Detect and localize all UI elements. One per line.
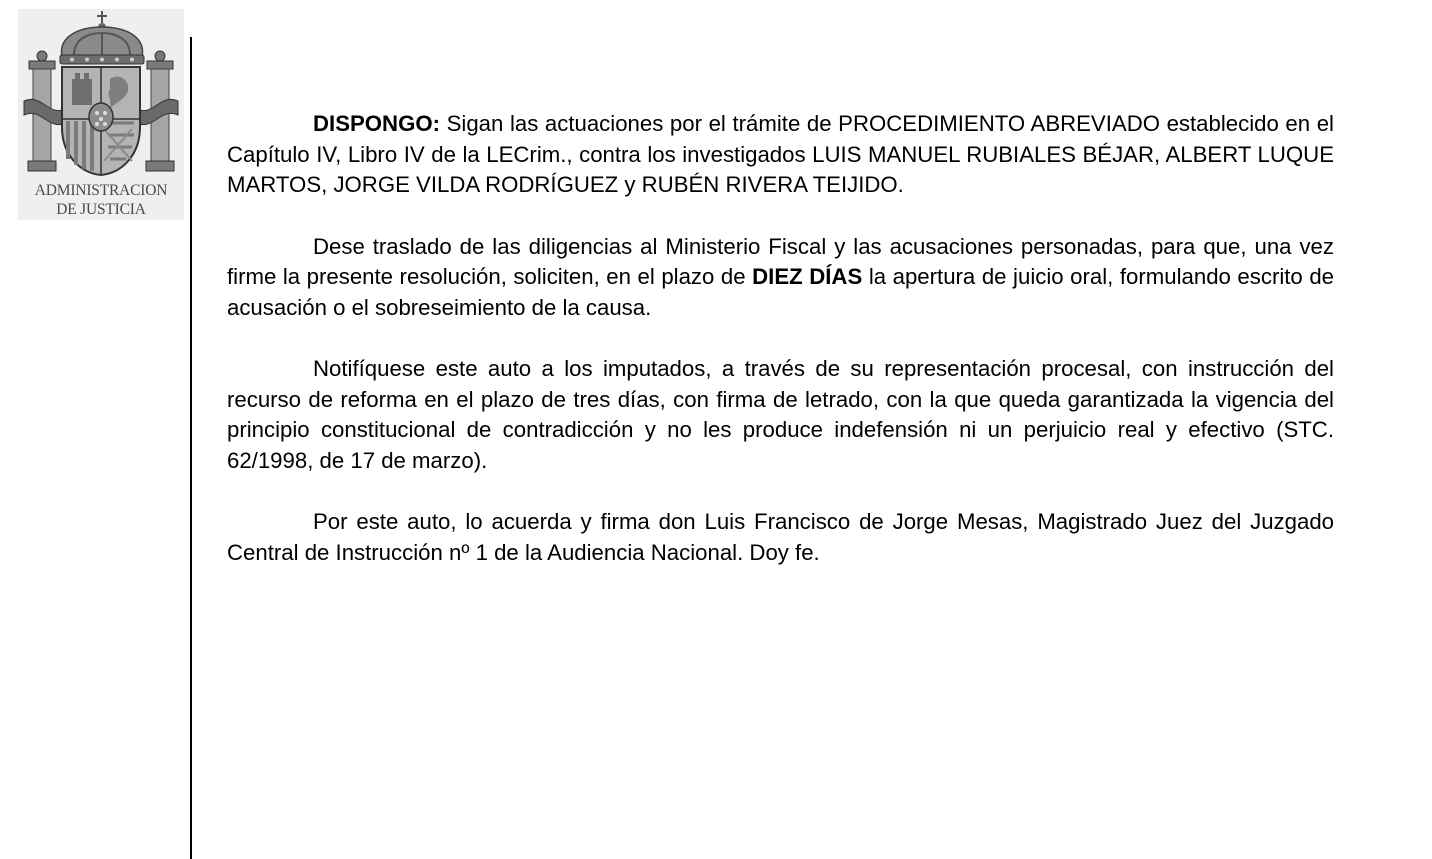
document-body bbox=[227, 109, 1334, 599]
traslado-text-after: la apertura de juicio oral, formulando escrito de acusación o el sobreseimiento de la causa. bbox=[227, 264, 1334, 320]
traslado-text-before: Dese traslado de las diligencias al Ministerio Fiscal y las acusaciones personadas, para que, una vez firme la presente resolución, soliciten, en el plazo de bbox=[227, 233, 1334, 289]
dispongo-heading: DISPONGO: bbox=[313, 111, 440, 136]
paragraph-traslado bbox=[227, 232, 1334, 324]
paragraph-dispongo bbox=[227, 109, 1334, 201]
paragraph-firma: Por este auto, lo acuerda y firma don Luis Francisco de Jorge Mesas, Magistrado Juez del Juzgado Central de Instrucción nº 1 de la Audiencia Nacional. Doy fe. bbox=[227, 509, 1334, 565]
paragraph-notifiquese: Notifíquese este auto a los imputados, a través de su representación procesal, con instrucción del recurso de reforma en el plazo de tres días, con firma de letrado, con la que queda garantizada la vigencia del principio constitucional de contradicción y no les produce indefensión ni un perjuicio real y efectivo (STC. 62/1998, de 17 de marzo). bbox=[227, 356, 1334, 473]
dispongo-text: Sigan las actuaciones por el trámite de PROCEDIMIENTO ABREVIADO establecido en el Capítulo IV, Libro IV de la LECrim., contra los investigados LUIS MANUEL RUBIALES BÉJAR, ALBERT LUQUE MARTOS, JORGE VILDA RODRÍGUEZ y RUBÉN RIVERA TEIJIDO. bbox=[227, 111, 1334, 197]
diez-dias-emphasis: DIEZ DÍAS bbox=[752, 264, 863, 289]
coat-of-arms-icon bbox=[18, 9, 184, 181]
margin-rule bbox=[190, 37, 192, 859]
logo-text-line2: DE JUSTICIA bbox=[56, 201, 146, 218]
logo-text-line1: ADMINISTRACION bbox=[34, 182, 168, 199]
justice-administration-logo bbox=[18, 9, 184, 220]
